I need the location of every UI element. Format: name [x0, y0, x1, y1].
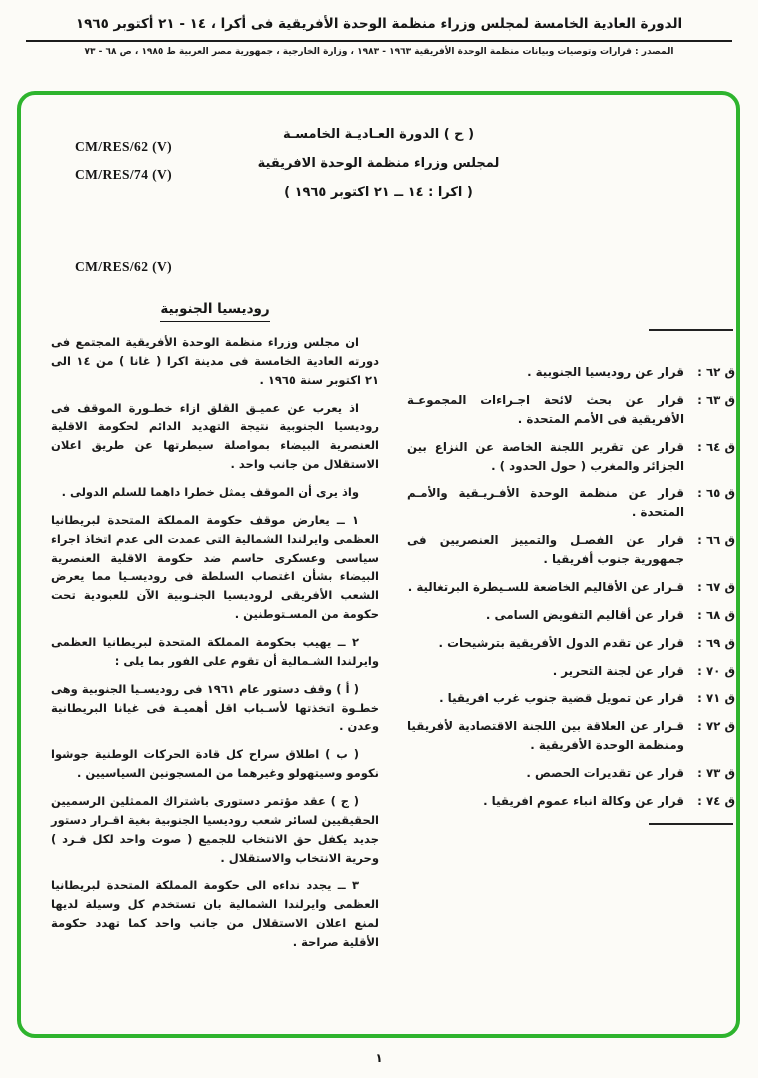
index-item-number: ق ٦٣ : — [697, 392, 735, 407]
reference-label-2: CM/RES/74 (V) — [75, 167, 173, 182]
reference-labels — [75, 139, 172, 195]
index-item — [407, 363, 735, 382]
resolution-paragraph: ( ب ) اطلاق سراح كل قادة الحركات الوطنية جوشوا نكومو وسيتهولو وغيرهما من المسجونين السياسيين . — [51, 747, 379, 781]
index-item-number: ق ٦٧ : — [697, 579, 735, 594]
index-item-text: قرار عن تقدم الدول الأفريقية بترشيحات . — [438, 635, 684, 650]
index-item-number: ق ٧٤ : — [697, 793, 735, 808]
session-header — [47, 127, 710, 245]
session-heading-line2: لمجلس وزراء منظمة الوحدة الافريقية — [257, 156, 500, 171]
index-item-text: قرار عن لجنة التحرير . — [552, 663, 684, 678]
index-item — [407, 764, 735, 783]
index-item-number: ق ٧٠ : — [697, 663, 735, 678]
content-columns — [47, 297, 735, 961]
session-heading — [179, 127, 579, 200]
index-item — [407, 634, 735, 653]
index-item-text: قرار عن الفصـل والتمييز العنصريين فى جمهورية جنوب أفريقيا . — [407, 533, 684, 566]
page-number: ١ — [375, 1051, 383, 1065]
resolution-title-text: روديسيا الجنوبية — [160, 301, 269, 322]
index-item — [407, 662, 735, 681]
index-item — [407, 606, 735, 625]
index-item-text: قرار عن تقرير اللجنة الخاصة عن النزاع بين الجزائر والمغرب ( حول الحدود ) . — [407, 439, 684, 473]
index-item-text: قرار عن تقديرات الحصص . — [526, 766, 684, 780]
source-line: المصدر : قرارات وتوصيات وبيانات منظمة الوحدة الأفريقية ١٩٦٣ - ١٩٨٣ ، وزارة الخارجية ، جمهورية مصر العربية ط ١٩٨٥ ، ص ٦٨ - ٧٣ — [84, 47, 674, 57]
resolution-body-column — [51, 297, 379, 961]
document-title: الدورة العادية الخامسة لمجلس وزراء منظمة الوحدة الأفريقية فى أكرا ، ١٤ - ٢١ أكتوبر ١٩٦٥ — [75, 16, 683, 32]
resolutions-index-column — [407, 297, 735, 961]
resolution-paragraph: ٣ ــ يجدد نداءه الى حكومة المملكة المتحدة لبريطانيا العظمى وايرلندا الشمالية بان تستخدم كل وسيلة لديها لمنع اعلان الاستقلال من جانب واحد كما تهدد حكومة الأقلية صراحة . — [51, 878, 379, 950]
index-item-number: ق ٦٩ : — [697, 635, 735, 650]
index-item-number: ق ٧٢ : — [697, 719, 735, 734]
resolution-paragraph: ( أ ) وقف دستور عام ١٩٦١ فى روديسـيا الجنوبية وهى خطـوة اتخذتها لأسـباب اقل أهميـة فى غيانا البريطانية وعدن . — [51, 681, 379, 734]
index-item-text: قـرار عن الأقاليم الخاضعة للسـيطرة البرتغالية . — [407, 579, 684, 594]
resolution-paragraph: ٢ ــ يهيب بحكومة المملكة المتحدة لبريطانيا العظمى وايرلندا الشـمالية أن تقوم على الفور بما يلى : — [51, 635, 379, 668]
index-bottom-rule — [649, 823, 733, 825]
index-item-text: قرار عن روديسيا الجنوبية . — [527, 365, 684, 379]
resolution-title — [81, 301, 349, 317]
resolution-paragraph: اذ يعرب عن عميـق القلق ازاء خطـورة الموقف فى روديسيا الجنوبية نتيجة التهديد الدائم لحكومة الاقلية العنصرية البيضاء بمواصلة سيطرتها عن طريق اعلان الاستقلال من جانب واحد . — [51, 400, 379, 472]
index-item-number: ق ٦٦ : — [697, 533, 735, 548]
index-item-number: ق ٦٨ : — [697, 607, 735, 622]
index-item-text: قرار عن منظمة الوحدة الأفـريـقية والأمـم المتحدة . — [407, 486, 684, 520]
document-header — [0, 0, 758, 57]
green-border-frame — [17, 91, 740, 1038]
index-item — [407, 391, 735, 429]
index-item-text: قرار عن وكالة انباء عموم افريقيا . — [483, 793, 684, 808]
index-item-number: ق ٧١ : — [697, 691, 735, 706]
reference-label-1: CM/RES/62 (V) — [75, 139, 173, 154]
index-item — [407, 438, 735, 476]
index-item-number: ق ٧٣ : — [697, 766, 735, 780]
index-item-text: قـرار عن العلاقة بين اللجنة الاقتصادية لأفريقيا ومنظمة الوحدة الأفريقية . — [407, 719, 684, 753]
index-item — [407, 792, 735, 811]
index-item-number: ق ٦٤ : — [697, 439, 735, 454]
resolution-reference: CM/RES/62 (V) — [75, 259, 173, 274]
index-item — [407, 531, 735, 569]
session-heading-line3: ( اكرا : ١٤ ــ ٢١ اكتوبر ١٩٦٥ ) — [284, 185, 473, 200]
session-heading-line1: ( ح ) الدورة العـاديـة الخامسـة — [282, 127, 475, 142]
resolution-paragraph: ( ج ) عقد مؤتمر دستورى باشتراك الممثلين الرسميين الحقيقيين لسائر شعب روديسيا الجنوبية بغية اقـرار دستور جديد يكفل حق الانتخاب للجميع ( صوت واحد لكل فـرد ) وحرية الانتخاب والاستقلال . — [51, 794, 379, 865]
header-divider — [26, 40, 732, 42]
resolutions-index-list — [407, 363, 735, 811]
resolution-paragraph: ١ ــ يعارض موقف حكومة المملكة المتحدة لبريطانيا العظمى وايرلندا الشمالية التى عمدت الى عدم اتخاذ اجراء سياسى وعسكرى حاسم ضد حكومة الاقلية العنصرية البيضاء بشأن اغتصاب السلطة فى روديسـيا مما يعرض الشعب الأفريقى لروديسيا الجنـوبية الآن للعبودية تحت حكومة من المسـتوطنين . — [51, 512, 379, 622]
index-item-text: قرار عن تمويل قضية جنوب غرب افريقيا . — [439, 691, 684, 706]
resolution-paragraph: واذ يرى أن الموقف يمثل خطرا داهما للسلم الدولى . — [61, 485, 359, 500]
index-item-text: قرار عن أقاليم التفويض السامى . — [485, 607, 684, 622]
index-item-text: قرار عن بحث لائحة اجـراءات المجموعـة الأفريقية فى الأمم المتحدة . — [407, 392, 684, 426]
index-item — [407, 717, 735, 755]
resolution-paragraphs — [51, 333, 379, 952]
index-top-rule — [649, 329, 733, 331]
index-item — [407, 578, 735, 597]
frame-content — [21, 95, 736, 1034]
index-item-number: ق ٦٥ : — [697, 486, 735, 501]
index-item — [407, 484, 735, 522]
index-item — [407, 689, 735, 708]
index-item-number: ق ٦٢ : — [697, 365, 735, 379]
resolution-paragraph: ان مجلس وزراء منظمة الوحدة الأفريقية المجتمع فى دورته العادية الخامسة فى مدينة اكرا ( غانا ) من ١٤ الى ٢١ اكتوبر سنة ١٩٦٥ . — [51, 335, 379, 387]
